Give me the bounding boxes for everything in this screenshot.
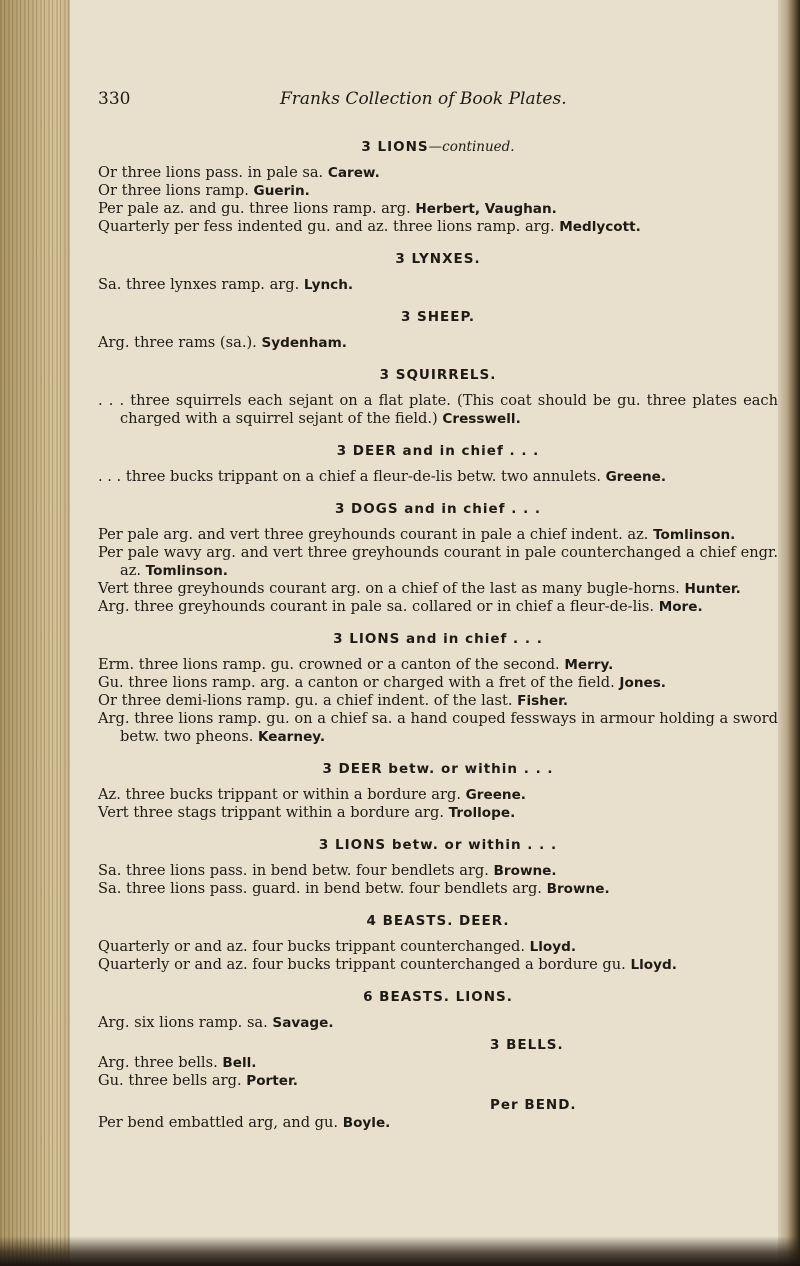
family-name: Tomlinson. [145,563,228,579]
blazon-entry [98,200,778,218]
section-heading [98,308,778,326]
page-number: 330 [98,89,131,109]
section-title: 3 DOGS and in chief . . . [334,501,542,517]
section-heading [98,1096,778,1114]
family-name: More. [658,599,703,615]
blazon-entry [98,392,778,428]
blazon-text: . . . three bucks trippant on a chief a fleur-de-lis betw. two annulets. [98,468,601,485]
family-name: Bell. [222,1055,257,1071]
blazon-entry [98,182,778,200]
family-name: Sydenham. [261,335,347,351]
section-heading [98,760,778,778]
blazon-text: Quarterly or and az. four bucks trippant counterchanged a bordure gu. [98,956,626,973]
section-title: 3 LYNXES. [395,251,481,267]
blazon-text: Or three lions ramp. [98,182,249,199]
section-title: 6 BEASTS. LIONS. [363,989,513,1005]
section-title-suffix: —continued. [428,139,515,155]
blazon-text: Gu. three lions ramp. arg. a canton or charged with a fret of the field. [98,674,615,691]
blazon-entry [98,1114,778,1132]
blazon-entry [98,804,778,822]
blazon-text: Quarterly per fess indented gu. and az. three lions ramp. arg. [98,218,555,235]
section-title: 3 LIONS betw. or within . . . [318,837,558,853]
family-name: Carew. [327,165,380,181]
family-name: Porter. [246,1073,298,1089]
blazon-text: Arg. three rams (sa.). [98,334,257,351]
running-title: Franks Collection of Book Plates. [280,89,567,109]
section-title: 4 BEASTS. DEER. [366,913,510,929]
blazon-entry [98,1054,778,1072]
blazon-entry [98,468,778,486]
page-right-edge [778,0,800,1266]
blazon-text: Or three demi-lions ramp. gu. a chief indent. of the last. [98,692,513,709]
section-heading [98,138,778,156]
section-heading [98,366,778,384]
section-title: 3 LIONS [361,139,429,155]
section-heading [98,250,778,268]
blazon-text: Vert three stags trippant within a bordure arg. [98,804,445,821]
section-heading [98,1036,778,1054]
blazon-entry [98,544,778,580]
section-heading [98,912,778,930]
blazon-text: Arg. six lions ramp. sa. [98,1014,268,1031]
family-name: Jones. [619,675,666,691]
blazon-entry [98,526,778,544]
section-heading [98,500,778,518]
blazon-entry [98,710,778,746]
blazon-entry [98,218,778,236]
book-page [98,90,778,1132]
blazon-entry [98,674,778,692]
blazon-entry [98,692,778,710]
family-name: Lloyd. [630,957,677,973]
blazon-text: Vert three greyhounds courant arg. on a chief of the last as many bugle-horns. [98,580,680,597]
family-name: Fisher. [517,693,569,709]
blazon-text: Quarterly or and az. four bucks trippant counterchanged. [98,938,525,955]
family-name: Greene. [605,469,667,485]
blazon-entry [98,598,778,616]
blazon-text: . . . three squirrels each sejant on a flat plate. (This coat should be gu. three plates each charged with a squirrel sejant of the field.) [98,392,778,427]
blazon-entry [98,1072,778,1090]
blazon-entry [98,656,778,674]
family-name: Merry. [564,657,614,673]
blazon-text: Sa. three lions pass. guard. in bend betw. four bendlets arg. [98,880,542,897]
book-binding-edge [0,0,70,1266]
blazon-text: Arg. three lions ramp. gu. on a chief sa. a hand couped fessways in armour holding a sword betw. two pheons. [98,710,778,745]
family-name: Boyle. [342,1115,391,1131]
blazon-entry [98,786,778,804]
section-title: 3 DEER and in chief . . . [336,443,540,459]
family-name: Guerin. [253,183,310,199]
blazon-text: Arg. three bells. [98,1054,218,1071]
section-title: 3 BELLS. [490,1037,564,1053]
blazon-text: Sa. three lions pass. in bend betw. four bendlets arg. [98,862,489,879]
bottom-shadow [0,1236,800,1266]
blazon-text: Erm. three lions ramp. gu. crowned or a canton of the second. [98,656,560,673]
section-heading [98,442,778,460]
family-name: Cresswell. [442,411,521,427]
family-name: Lynch. [303,277,354,293]
section-heading [98,630,778,648]
family-name: Greene. [465,787,526,803]
section-title: 3 SHEEP. [400,309,476,325]
blazon-entry [98,164,778,182]
blazon-text: Sa. three lynxes ramp. arg. [98,276,300,293]
family-name: Kearney. [258,729,326,745]
blazon-entry [98,580,778,598]
blazon-entry [98,956,778,974]
heraldry-sections [98,138,778,1132]
blazon-text: Gu. three bells arg. [98,1072,242,1089]
blazon-text: Per pale wavy arg. and vert three greyhounds courant in pale counterchanged a chief engr. az. [98,544,778,579]
family-name: Browne. [493,863,557,879]
section-title: Per BEND. [490,1097,577,1113]
blazon-entry [98,1014,778,1032]
family-name: Savage. [272,1015,334,1031]
blazon-text: Az. three bucks trippant or within a bordure arg. [98,786,461,803]
family-name: Tomlinson. [653,527,736,543]
family-name: Herbert, Vaughan. [415,201,557,217]
family-name: Trollope. [448,805,516,821]
family-name: Hunter. [684,581,741,597]
blazon-text: Per pale arg. and vert three greyhounds courant in pale a chief indent. az. [98,526,649,543]
blazon-entry [98,938,778,956]
blazon-entry [98,334,778,352]
family-name: Lloyd. [529,939,577,955]
blazon-entry [98,276,778,294]
blazon-entry [98,880,778,898]
running-head [98,90,778,116]
blazon-text: Per pale az. and gu. three lions ramp. arg. [98,200,411,217]
blazon-entry [98,862,778,880]
family-name: Browne. [546,881,610,897]
blazon-text: Arg. three greyhounds courant in pale sa. collared or in chief a fleur-de-lis. [98,598,655,615]
section-heading [98,988,778,1006]
blazon-text: Or three lions pass. in pale sa. [98,164,324,181]
section-title: 3 LIONS and in chief . . . [333,631,543,647]
family-name: Medlycott. [559,219,641,235]
section-heading [98,836,778,854]
blazon-text: Per bend embattled arg, and gu. [98,1114,339,1131]
section-title: 3 SQUIRRELS. [379,367,497,383]
section-title: 3 DEER betw. or within . . . [322,761,554,777]
